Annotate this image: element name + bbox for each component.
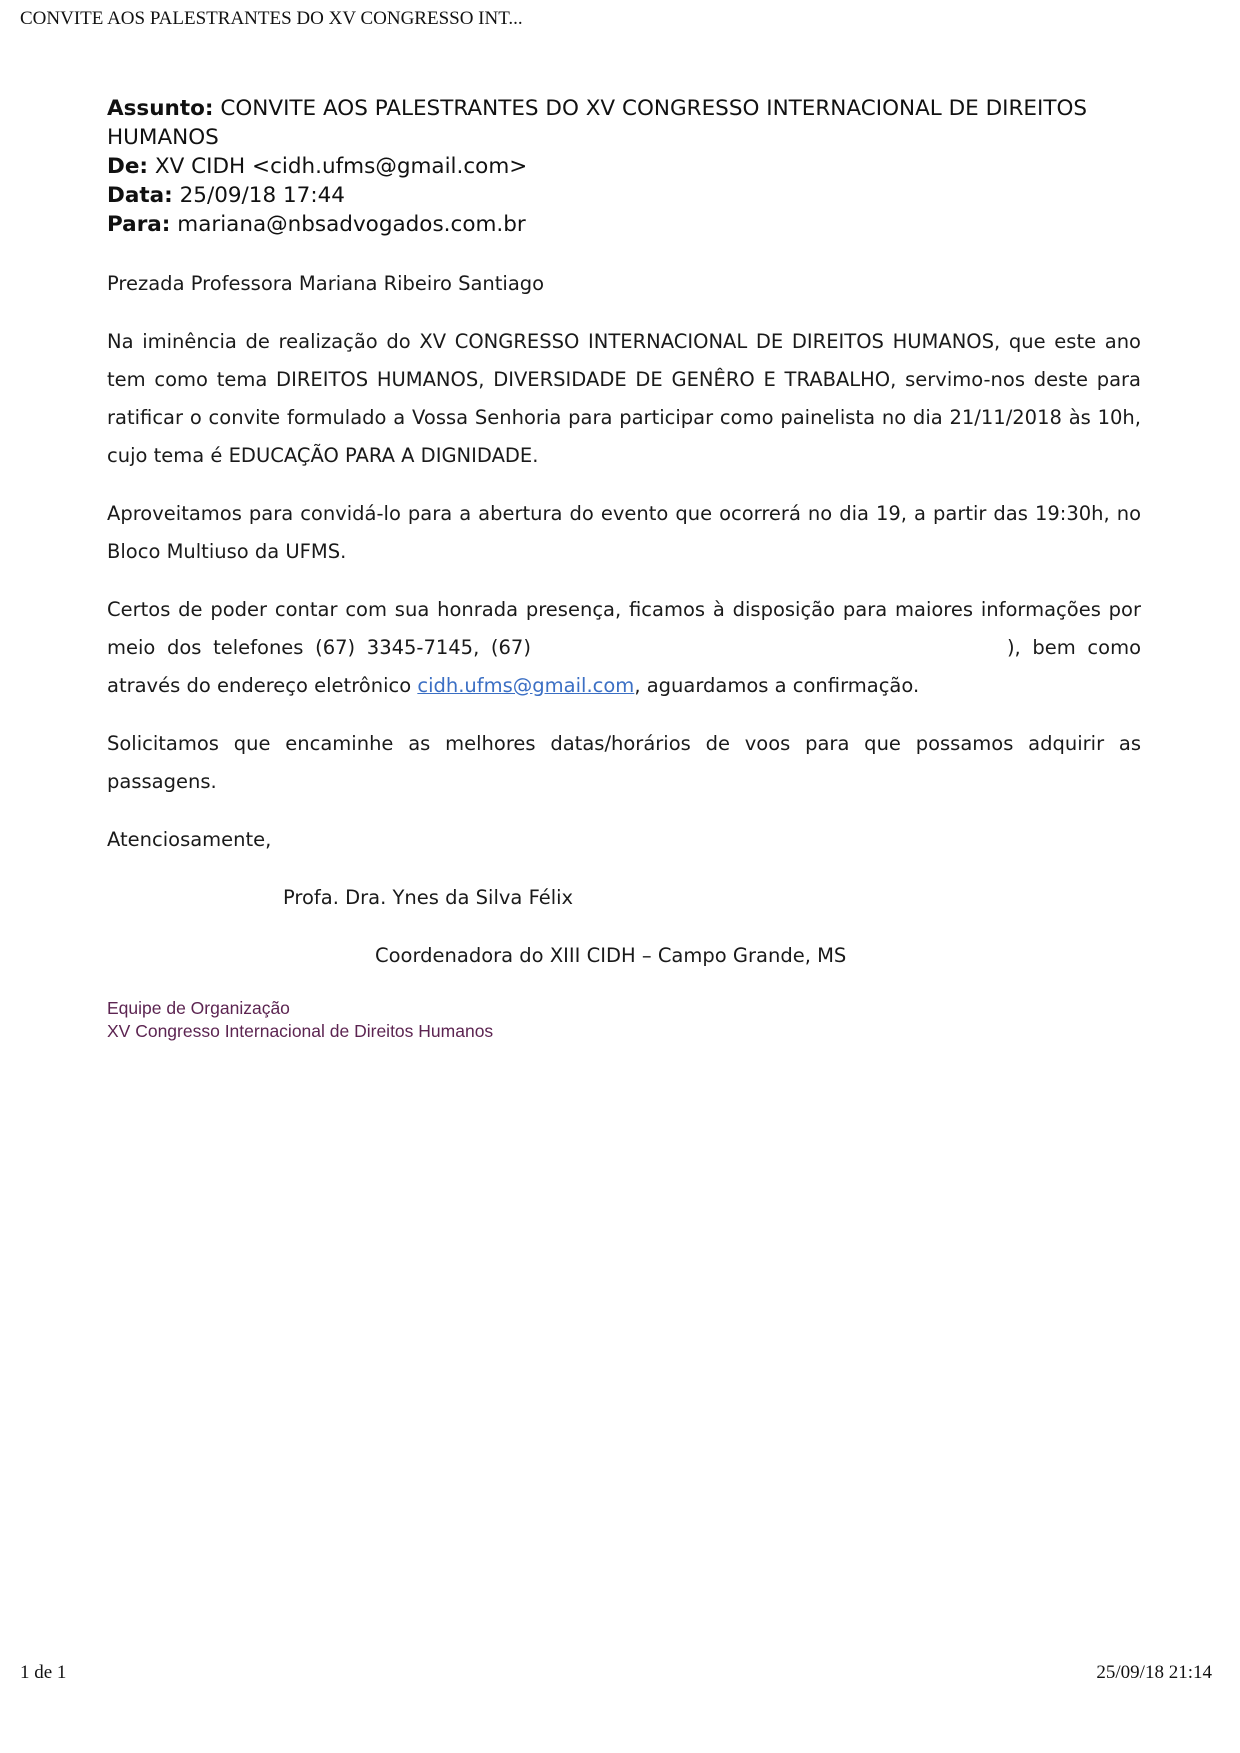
closing: Atenciosamente, [107,828,272,851]
subject-value: CONVITE AOS PALESTRANTES DO XV CONGRESSO INTERNACIONAL DE DIREITOS HUMANOS [107,96,1088,150]
signer-role: Coordenadora do XIII CIDH – Campo Grande, MS [375,944,847,967]
contact-email-link[interactable]: cidh.ufms@gmail.com [417,674,635,697]
email-header [107,94,1141,239]
date-line [107,181,1141,210]
from-line [107,152,1141,181]
subject-line [107,94,1141,152]
print-timestamp: 25/09/18 21:14 [1096,1662,1212,1683]
paragraph-contact [107,591,1141,705]
date-value: 25/09/18 17:44 [179,183,345,208]
email-message [107,94,1141,1043]
signature-line-1: Equipe de Organização [107,998,290,1018]
from-label: De: [107,154,149,179]
from-value: XV CIDH <cidh.ufms@gmail.com> [154,154,528,179]
paragraph-flights: Solicitamos que encaminhe as melhores datas/horários de voos para que possamos adquirir as passagens. [107,732,1141,793]
contact-text-part3: , aguardamos a confirmação. [634,674,920,697]
signer-name: Profa. Dra. Ynes da Silva Félix [283,886,574,909]
contact-text-part2: ), bem como através do endereço eletrônico [107,636,1141,697]
contact-text-part1: Certos de poder contar com sua honrada presença, ficamos à disposição para maiores informações por meio dos telefones (67) 3345-7145, (67) [107,598,1141,659]
paragraph-opening-event: Aproveitamos para convidá-lo para a abertura do evento que ocorrerá no dia 19, a partir das 19:30h, no Bloco Multiuso da UFMS. [107,502,1141,563]
date-label: Data: [107,183,173,208]
print-header-title: CONVITE AOS PALESTRANTES DO XV CONGRESSO INT... [20,8,523,29]
paragraph-invitation: Na iminência de realização do XV CONGRESSO INTERNACIONAL DE DIREITOS HUMANOS, que este ano tem como tema DIREITOS HUMANOS, DIVERSIDADE DE GENÊRO E TRABALHO, servimo-nos deste para ratificar o convite formulado a Vossa Senhoria para participar como painelista no dia 21/11/2018 às 10h, cujo tema é EDUCAÇÃO PARA A DIGNIDADE. [107,330,1141,467]
signature-line-2: XV Congresso Internacional de Direitos Humanos [107,1021,494,1041]
subject-label: Assunto: [107,96,214,121]
organization-signature [107,997,1141,1043]
greeting: Prezada Professora Mariana Ribeiro Santiago [107,272,545,295]
to-line [107,210,1141,239]
to-value: mariana@nbsadvogados.com.br [177,212,526,237]
page-number: 1 de 1 [20,1662,67,1683]
to-label: Para: [107,212,171,237]
